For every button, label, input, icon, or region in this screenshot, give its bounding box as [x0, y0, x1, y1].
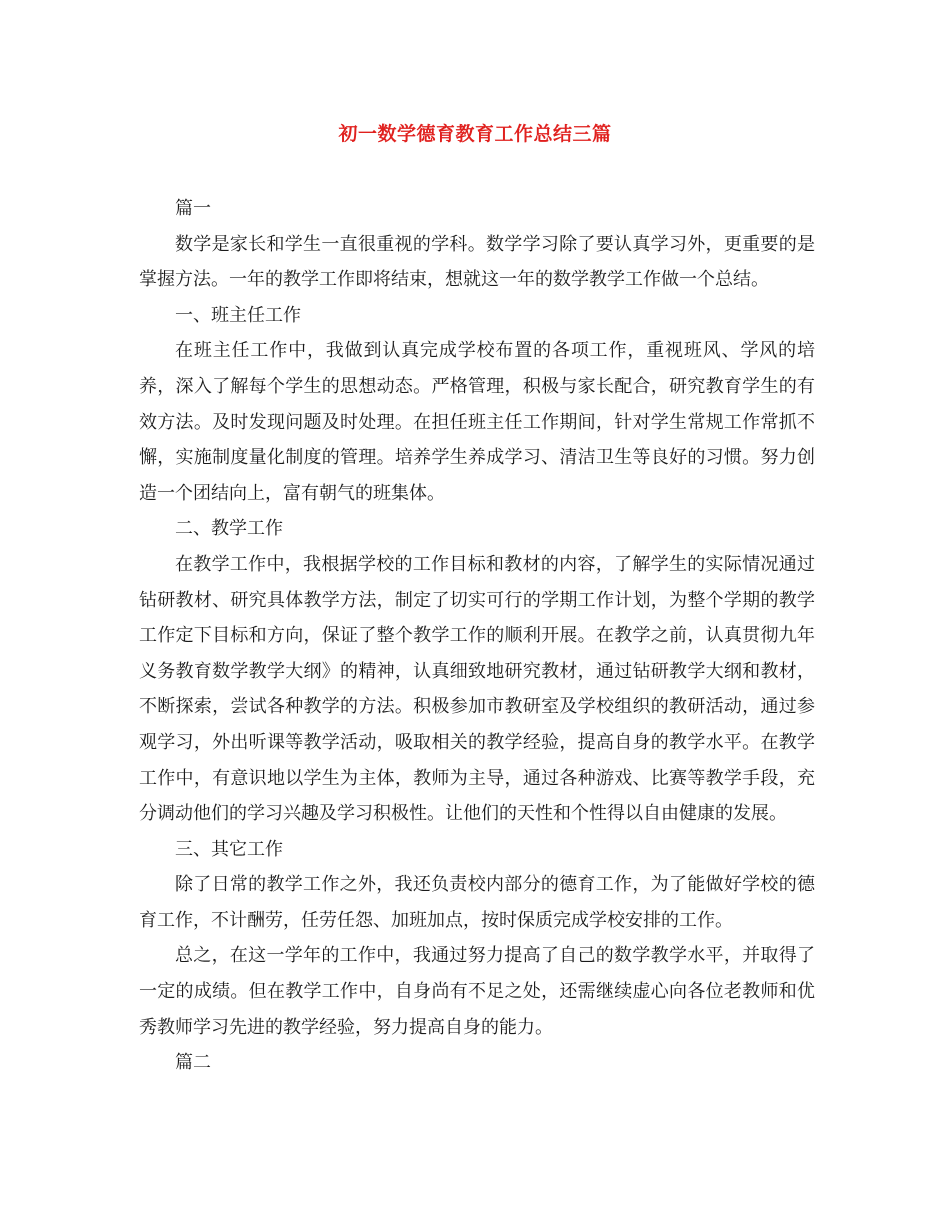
other-work-paragraph: 除了日常的教学工作之外，我还负责校内部分的德育工作，为了能做好学校的德育工作，不计酬劳，任劳任怨、加班加点，按时保质完成学校安排的工作。 — [139, 874, 815, 931]
section-heading-part-two: 篇二 — [175, 1052, 211, 1074]
document-body — [139, 191, 815, 1081]
teaching-paragraph: 在教学工作中，我根据学校的工作目标和教材的内容，了解学生的实际情况通过钻研教材、研究具体教学方法，制定了切实可行的学期工作计划，为整个学期的教学工作定下目标和方向，保证了整个教学工作的顺利开展。在教学之前，认真贯彻九年义务教育数学教学大纲》的精神，认真细致地研究教材，通过钻研教学大纲和教材，不断探索，尝试各种教学的方法。积极参加市教研室及学校组织的教研活动，通过参观学习，外出听课等教学活动，吸取相关的教学经验，提高自身的教学水平。在教学工作中，有意识地以学生为主体，教师为主导，通过各种游戏、比赛等教学手段，充分调动他们的学习兴趣及学习积极性。让他们的天性和个性得以自由健康的发展。 — [139, 553, 815, 825]
section-heading-teaching: 二、教学工作 — [175, 518, 283, 540]
document-title: 初一数学德育教育工作总结三篇 — [338, 123, 612, 145]
intro-paragraph: 数学是家长和学生一直很重视的学科。数学学习除了要认真学习外，更重要的是掌握方法。一年的教学工作即将结束，想就这一年的数学教学工作做一个总结。 — [139, 233, 815, 291]
section-heading-class-teacher: 一、班主任工作 — [175, 304, 301, 326]
section-heading-other-work: 三、其它工作 — [175, 838, 283, 860]
summary-paragraph: 总之，在这一学年的工作中，我通过努力提高了自己的数学教学水平，并取得了一定的成绩。但在教学工作中，自身尚有不足之处，还需继续虚心向各位老教师和优秀教师学习先进的教学经验，努力提高自身的能力。 — [139, 945, 815, 1038]
class-teacher-paragraph: 在班主任工作中，我做到认真完成学校布置的各项工作，重视班风、学风的培养，深入了解每个学生的思想动态。严格管理，积极与家长配合，研究教育学生的有效方法。及时发现问题及时处理。在担任班主任工作期间，针对学生常规工作常抓不懈，实施制度量化制度的管理。培养学生养成学习、清洁卫生等良好的习惯。努力创造一个团结向上，富有朝气的班集体。 — [139, 340, 815, 504]
section-heading-part-one: 篇一 — [175, 198, 211, 219]
